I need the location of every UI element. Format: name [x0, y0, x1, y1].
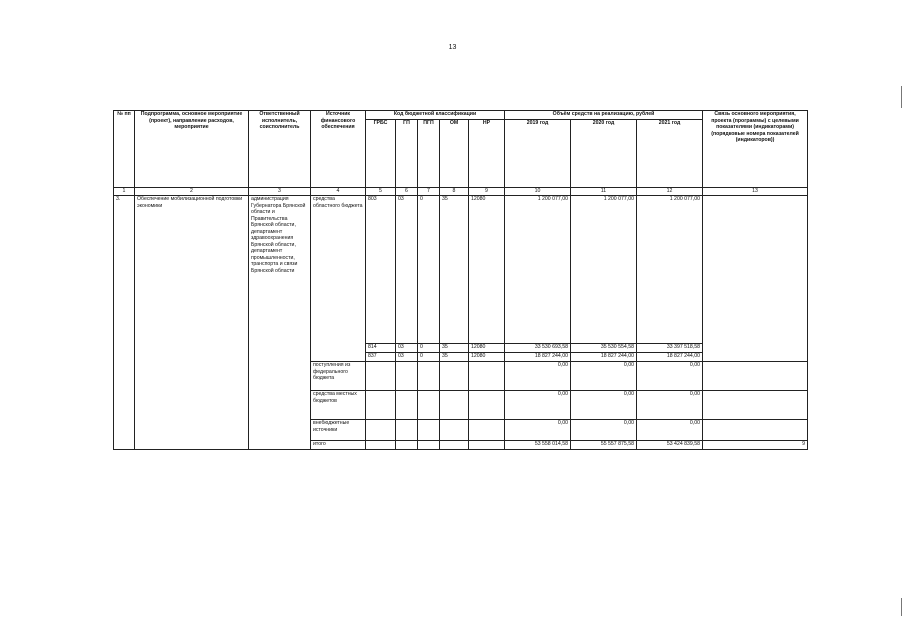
cell-nr: 12080	[469, 353, 505, 362]
cell-2020: 18 827 244,00	[571, 353, 637, 362]
cell-nr: 12080	[469, 344, 505, 353]
col-number: 2	[135, 188, 249, 196]
row-responsible: администрация Губернатора Брянской области и Правительства Брянской области, департамент здравоохранения Брянской области, департамент промышленности, транспорта и связи Брянской области	[249, 196, 311, 450]
cell-om: 35	[440, 353, 469, 362]
col-number: 9	[469, 188, 505, 196]
header-source: Источник финансового обеспечения	[311, 111, 366, 188]
cell-pgp: 0	[418, 353, 440, 362]
header-link: Связь основного мероприятия, проекта (программы) с целевыми показателями (индикаторами) (порядковые номера показателей (индикаторов))	[703, 111, 808, 188]
cell-2021: 18 827 244,00	[637, 353, 703, 362]
budget-table	[113, 110, 808, 450]
header-2021: 2021 год	[637, 120, 703, 188]
row-source-offbudget: внебюджетные источники	[311, 420, 366, 441]
cell-om: 35	[440, 196, 469, 344]
row-source-federal: поступления из федерального бюджета	[311, 362, 366, 391]
cell-2019: 0,00	[505, 391, 571, 420]
header-budget-code: Код бюджетной классификации	[366, 111, 505, 120]
cell-2019: 0,00	[505, 362, 571, 391]
cell-pgp: 0	[418, 344, 440, 353]
cell-2020: 0,00	[571, 420, 637, 441]
cell-2019: 0,00	[505, 420, 571, 441]
cell-nr: 12080	[469, 196, 505, 344]
header-2019: 2019 год	[505, 120, 571, 188]
cell-pgp: 0	[418, 196, 440, 344]
table-row	[114, 196, 808, 344]
col-number: 7	[418, 188, 440, 196]
header-volumes: Объём средств на реализацию, рублей	[505, 111, 703, 120]
total-2021: 53 424 839,58	[637, 441, 703, 450]
total-2020: 55 557 875,58	[571, 441, 637, 450]
page-number: 13	[448, 44, 457, 51]
cell-2021: 0,00	[637, 362, 703, 391]
column-number-row	[114, 188, 808, 196]
col-number: 12	[637, 188, 703, 196]
cell-2021: 0,00	[637, 420, 703, 441]
cell-grbs: 837	[366, 353, 396, 362]
cell-grbs: 814	[366, 344, 396, 353]
row-no: 3.	[114, 196, 135, 450]
cell-2019: 1 200 077,00	[505, 196, 571, 344]
header-nr: НР	[469, 120, 505, 188]
cell-2021: 0,00	[637, 391, 703, 420]
header-gp: ГП	[396, 120, 418, 188]
total-link: 9	[703, 441, 808, 450]
header-om: ОМ	[440, 120, 469, 188]
row-source-regional: средства областного бюджета	[311, 196, 366, 362]
cell-2020: 0,00	[571, 362, 637, 391]
total-2019: 53 558 014,58	[505, 441, 571, 450]
cell-gp: 03	[396, 353, 418, 362]
header-pgp: ПГП	[418, 120, 440, 188]
cell-link-regional	[703, 196, 808, 362]
cell-2020: 35 530 554,58	[571, 344, 637, 353]
col-number: 10	[505, 188, 571, 196]
col-number: 1	[114, 188, 135, 196]
col-number: 3	[249, 188, 311, 196]
cell-2021: 33 397 518,58	[637, 344, 703, 353]
cell-2021: 1 200 077,00	[637, 196, 703, 344]
cell-2020: 1 200 077,00	[571, 196, 637, 344]
cell-2019: 18 827 244,00	[505, 353, 571, 362]
cell-om: 35	[440, 344, 469, 353]
row-subprogram: Обеспечение мобилизационной подготовки экономики	[135, 196, 249, 450]
col-number: 8	[440, 188, 469, 196]
header-subprogram: Подпрограмма, основное мероприятие (проект), направление расходов, мероприятие	[135, 111, 249, 188]
cell-gp: 03	[396, 344, 418, 353]
cell-2019: 33 530 693,58	[505, 344, 571, 353]
scan-edge-mark	[901, 86, 902, 108]
header-row-1	[114, 111, 808, 120]
header-2020: 2020 год	[571, 120, 637, 188]
row-source-local: средства местных бюджетов	[311, 391, 366, 420]
col-number: 11	[571, 188, 637, 196]
header-grbs: ГРБС	[366, 120, 396, 188]
row-total-label: итого	[311, 441, 366, 450]
cell-grbs: 803	[366, 196, 396, 344]
header-responsible: Ответственный исполнитель, соисполнитель	[249, 111, 311, 188]
cell-2020: 0,00	[571, 391, 637, 420]
col-number: 4	[311, 188, 366, 196]
header-no: № пп	[114, 111, 135, 188]
col-number: 5	[366, 188, 396, 196]
scan-edge-mark-bottom	[901, 598, 902, 616]
col-number: 13	[703, 188, 808, 196]
cell-gp: 03	[396, 196, 418, 344]
col-number: 6	[396, 188, 418, 196]
